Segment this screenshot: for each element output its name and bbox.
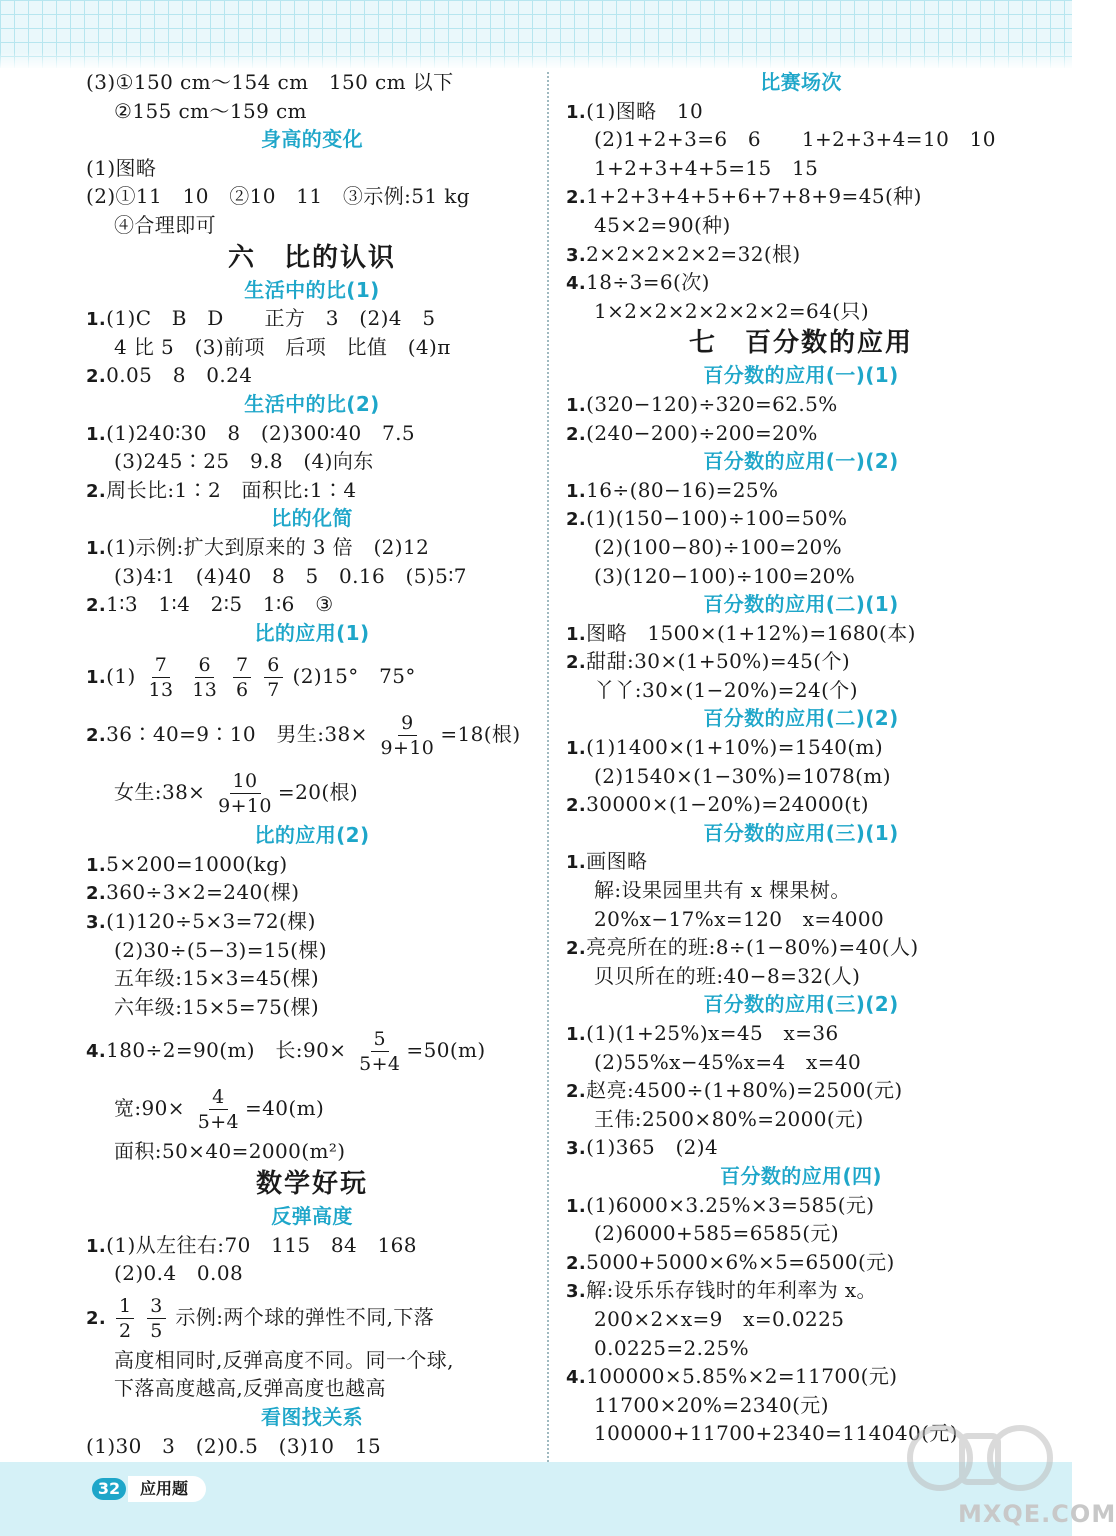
answer-line: 贝贝所在的班:40−8=32(人) (594, 963, 861, 988)
answer-line (566, 390, 1036, 419)
answer-text: 图略 1500×(1+12%)=1680(本) (586, 620, 916, 645)
question-number: 2. (86, 725, 107, 747)
answer-line (566, 647, 1036, 676)
answer-line (566, 182, 1036, 211)
answer-line (86, 361, 538, 390)
answer-text: (1)(150−100)÷100=50% (586, 506, 848, 531)
answer-text: 周长比:1∶2 面积比:1∶4 (106, 477, 357, 502)
answer-line: 4 比 5 (3)前项 后项 比值 (4)π (114, 334, 451, 359)
answer-text: 16÷(80−16)=25% (586, 477, 779, 502)
answer-text: (1)120÷5×3=72(棵) (106, 909, 316, 934)
numerator: 6 (264, 653, 283, 678)
page-number-badge: 32 (92, 1478, 126, 1500)
answer-line: (3)245∶25 9.8 (4)向东 (114, 449, 374, 474)
question-number: 1. (86, 1235, 107, 1257)
question-number: 1. (86, 423, 107, 445)
answer-text: 0.05 8 0.24 (106, 363, 253, 388)
answer-line (566, 933, 1036, 962)
answer-line (86, 1079, 538, 1137)
answer-line (566, 476, 1036, 505)
answer-text: (240−200)÷200=20% (586, 420, 818, 445)
answer-line (566, 790, 1036, 819)
fraction (147, 1294, 166, 1343)
denominator: 13 (192, 679, 218, 702)
question-number: 1. (566, 1195, 587, 1217)
answer-line: (2)6000+585=6585(元) (594, 1221, 840, 1246)
answer-line: 1×2×2×2×2×2×2=64(只) (594, 298, 870, 323)
section-title: 比的化简 (271, 506, 353, 531)
question-number: 4. (566, 273, 587, 295)
answer-line: (2)①11 10 ②10 11 ③示例:51 kg (86, 184, 470, 209)
watermark-text: MXQE.COM (958, 1500, 1116, 1528)
answer-line: (2)30÷(5−3)=15(棵) (114, 937, 327, 962)
answer-line: ④合理即可 (114, 212, 216, 237)
section-title: 比赛场次 (760, 70, 842, 94)
answer-text: (320−120)÷320=62.5% (586, 391, 838, 416)
numerator: 4 (209, 1085, 228, 1110)
section-title: 百分数的应用(四) (720, 1163, 882, 1188)
column-divider (547, 72, 549, 1462)
answer-text: 女生:38× (114, 780, 206, 805)
answer-text: 18÷3=6(次) (586, 270, 710, 295)
answer-line (566, 619, 1036, 648)
answer-text: 宽:90× (114, 1096, 185, 1121)
answer-text: (1)(1+25%)x=45 x=36 (586, 1021, 839, 1045)
answer-text: 180÷2=90(m) 长:90× (106, 1038, 347, 1063)
fraction (215, 769, 275, 818)
answer-line (86, 647, 538, 705)
answer-text: =18(根) (440, 722, 521, 747)
question-number: 1. (566, 480, 587, 502)
answer-text: 1∶3 1∶4 2∶5 1∶6 ③ (106, 592, 334, 617)
answer-line: (3)4∶1 (4)40 8 5 0.16 (5)5∶7 (114, 563, 467, 588)
answer-text: (2)15° 75° (292, 664, 416, 689)
section-title: 生活中的比(2) (244, 391, 380, 416)
answer-text: 30000×(1−20%)=24000(t) (586, 792, 869, 817)
answer-text: (1)从左往右:70 115 84 168 (106, 1232, 417, 1257)
question-number: 2. (566, 509, 587, 531)
chapter-title: 七 百分数的应用 (688, 328, 913, 359)
denominator: 7 (267, 679, 280, 702)
answer-text: 画图略 (586, 849, 648, 874)
answer-text: 5×200=1000(kg) (106, 851, 288, 876)
section-title: 比的应用(2) (254, 823, 370, 848)
answer-line: 200×2×x=9 x=0.0225 (594, 1306, 845, 1331)
question-number: 1. (86, 854, 107, 876)
answer-line: (2)55%x−45%x=4 x=40 (594, 1049, 862, 1074)
question-number: 2. (86, 883, 107, 905)
section-title: 百分数的应用(三)(2) (703, 992, 899, 1017)
answer-line: 45×2=90(种) (594, 212, 731, 237)
answer-line (86, 850, 538, 879)
footer-label: 应用题 (128, 1476, 206, 1502)
left-column (86, 68, 538, 1460)
fraction (145, 653, 176, 702)
question-number: 1. (566, 1024, 587, 1045)
answer-line: 高度相同时,反弹高度不同。同一个球, (114, 1347, 454, 1372)
question-number: 2. (86, 366, 107, 388)
answer-line: 下落高度越高,反弹高度也越高 (114, 1376, 386, 1401)
answer-text: 赵亮:4500÷(1+80%)=2500(元) (586, 1078, 903, 1103)
fraction (116, 1294, 135, 1343)
question-number: 1. (566, 852, 587, 874)
question-number: 3. (566, 244, 587, 266)
answer-line (86, 878, 538, 907)
numerator: 5 (371, 1027, 390, 1052)
answer-line (566, 1076, 1036, 1105)
answer-line: 100000+11700+2340=114040(元) (594, 1421, 958, 1446)
question-number: 1. (86, 667, 107, 689)
answer-text: =40(m) (245, 1096, 325, 1121)
numerator: 6 (195, 653, 214, 678)
question-number: 1. (566, 101, 587, 123)
answer-text: 360÷3×2=240(棵) (106, 880, 300, 905)
denominator: 2 (118, 1319, 132, 1342)
question-number: 2. (566, 187, 587, 209)
question-number: 2. (566, 1252, 587, 1274)
fraction (378, 711, 438, 760)
answer-line (566, 847, 1036, 876)
question-number: 1. (86, 309, 107, 331)
section-title: 看图找关系 (261, 1405, 363, 1429)
answer-text: 36∶40=9∶10 男生:38× (106, 722, 368, 747)
answer-text: (1)图略 10 (586, 98, 704, 123)
answer-line: (1)30 3 (2)0.5 (3)10 15 (86, 1433, 382, 1458)
answer-line (566, 1248, 1036, 1277)
answer-line: (2)(100−80)÷100=20% (594, 534, 843, 559)
answer-line: ②155 cm～159 cm (114, 98, 307, 123)
answer-line (566, 1133, 1036, 1162)
section-title: 百分数的应用(三)(1) (703, 820, 899, 845)
answer-line: (1)图略 (86, 155, 157, 180)
answer-text: (1)示例:扩大到原来的 3 倍 (2)12 (106, 534, 430, 559)
answer-line (86, 590, 538, 619)
question-number: 2. (86, 1307, 107, 1329)
question-number: 2. (86, 595, 107, 617)
answer-text: 1+2+3+4+5+6+7+8+9=45(种) (586, 184, 922, 209)
section-title: 百分数的应用(二)(2) (703, 706, 899, 731)
answer-line (566, 1362, 1036, 1391)
answer-line: 面积:50×40=2000(m²) (114, 1139, 346, 1164)
fraction (233, 653, 252, 702)
question-number: 1. (566, 738, 587, 760)
answer-line (566, 268, 1036, 297)
answer-line (566, 97, 1036, 126)
question-number: 1. (566, 394, 587, 416)
numerator: 9 (398, 711, 417, 736)
numerator: 1 (116, 1294, 135, 1319)
section-title: 百分数的应用(一)(1) (703, 363, 899, 388)
answer-text: (1) (106, 664, 136, 689)
chapter-title: 六 比的认识 (227, 242, 396, 273)
fraction (264, 653, 283, 702)
answer-line (86, 419, 538, 448)
section-title: 身高的变化 (261, 127, 363, 152)
answer-line (86, 1288, 538, 1346)
answer-text: (1)1400×(1+10%)=1540(m) (586, 735, 884, 760)
answer-line (86, 907, 538, 936)
answer-text: (1)240∶30 8 (2)300∶40 7.5 (106, 420, 416, 445)
right-column (566, 68, 1036, 1448)
numerator: 7 (233, 653, 252, 678)
section-title: 百分数的应用(二)(1) (703, 592, 899, 617)
answer-line: (2)1+2+3=6 6 1+2+3+4=10 10 (594, 127, 996, 152)
denominator: 5+4 (359, 1053, 401, 1076)
question-number: 2. (86, 480, 107, 502)
question-number: 3. (566, 1281, 587, 1303)
answer-text: 甜甜:30×(1+50%)=45(个) (586, 649, 851, 674)
answer-line (86, 1021, 538, 1079)
answer-line: 丫丫:30×(1−20%)=24(个) (594, 677, 858, 702)
question-number: 3. (566, 1138, 587, 1160)
answer-text: 5000+5000×6%×5=6500(元) (586, 1249, 895, 1274)
answer-line (566, 1276, 1036, 1305)
denominator: 5 (150, 1319, 163, 1342)
answer-line (566, 1019, 1036, 1048)
question-number: 1. (86, 537, 107, 559)
answer-text: 2×2×2×2×2=32(根) (586, 241, 801, 266)
answer-text: 示例:两个球的弹性不同,下落 (175, 1304, 435, 1329)
answer-text: =20(根) (277, 780, 359, 805)
answer-line: 11700×20%=2340(元) (594, 1392, 829, 1417)
fraction (356, 1027, 403, 1076)
answer-line (86, 1231, 538, 1260)
answer-line: (3)(120−100)÷100=20% (594, 563, 856, 588)
answer-line: 1+2+3+4+5=15 15 (594, 155, 819, 180)
question-number: 4. (86, 1041, 107, 1063)
denominator: 9+10 (380, 737, 435, 760)
fraction (189, 653, 220, 702)
answer-line: 王伟:2500×80%=2000(元) (594, 1106, 864, 1131)
question-number: 2. (566, 423, 587, 445)
question-number: 2. (566, 652, 587, 674)
answer-text: 亮亮所在的班:8÷(1−80%)=40(人) (586, 935, 919, 960)
answer-line (86, 705, 538, 763)
chapter-title: 数学好玩 (255, 1169, 368, 1200)
answer-text: 100000×5.85%×2=11700(元) (586, 1364, 898, 1389)
question-number: 4. (566, 1367, 587, 1389)
question-number: 2. (566, 1081, 587, 1103)
denominator: 6 (235, 679, 249, 702)
answer-line (86, 533, 538, 562)
answer-line (566, 1191, 1036, 1220)
answer-text: (1)6000×3.25%×3=585(元) (586, 1192, 875, 1217)
denominator: 13 (148, 679, 174, 702)
answer-line (566, 733, 1036, 762)
question-number: 3. (86, 912, 107, 934)
answer-line (566, 240, 1036, 269)
answer-line: 解:设果园里共有 x 棵果树。 (594, 878, 851, 903)
answer-line: (3)①150 cm～154 cm 150 cm 以下 (86, 70, 454, 94)
section-title: 生活中的比(1) (244, 277, 380, 302)
fraction (195, 1085, 242, 1134)
answer-text: 解:设乐乐存钱时的年利率为 x。 (586, 1278, 877, 1303)
answer-text: (1)C B D 正方 3 (2)4 5 (106, 306, 436, 331)
answer-line (566, 504, 1036, 533)
answer-line: 六年级:15×5=75(棵) (114, 994, 320, 1019)
answer-line (86, 476, 538, 505)
answer-line: (2)0.4 0.08 (114, 1261, 244, 1286)
question-number: 1. (566, 623, 587, 645)
answer-line: 五年级:15×3=45(棵) (114, 966, 320, 991)
section-title: 反弹高度 (271, 1204, 353, 1229)
answer-line: (2)1540×(1−30%)=1078(m) (594, 763, 891, 788)
answer-line (86, 304, 538, 333)
numerator: 3 (147, 1294, 166, 1319)
answer-line: 0.0225=2.25% (594, 1335, 750, 1360)
answer-text: (1)365 (2)4 (586, 1135, 719, 1160)
answer-line (566, 419, 1036, 448)
question-number: 2. (566, 795, 587, 817)
denominator: 9+10 (218, 795, 272, 818)
answer-line: 20%x−17%x=120 x=4000 (594, 906, 885, 931)
numerator: 7 (152, 653, 171, 678)
numerator: 10 (230, 769, 261, 794)
denominator: 5+4 (197, 1111, 240, 1134)
answer-text: =50(m) (406, 1038, 486, 1063)
section-title: 百分数的应用(一)(2) (703, 449, 899, 474)
answer-line (86, 763, 538, 821)
section-title: 比的应用(1) (254, 620, 370, 645)
question-number: 2. (566, 938, 587, 960)
